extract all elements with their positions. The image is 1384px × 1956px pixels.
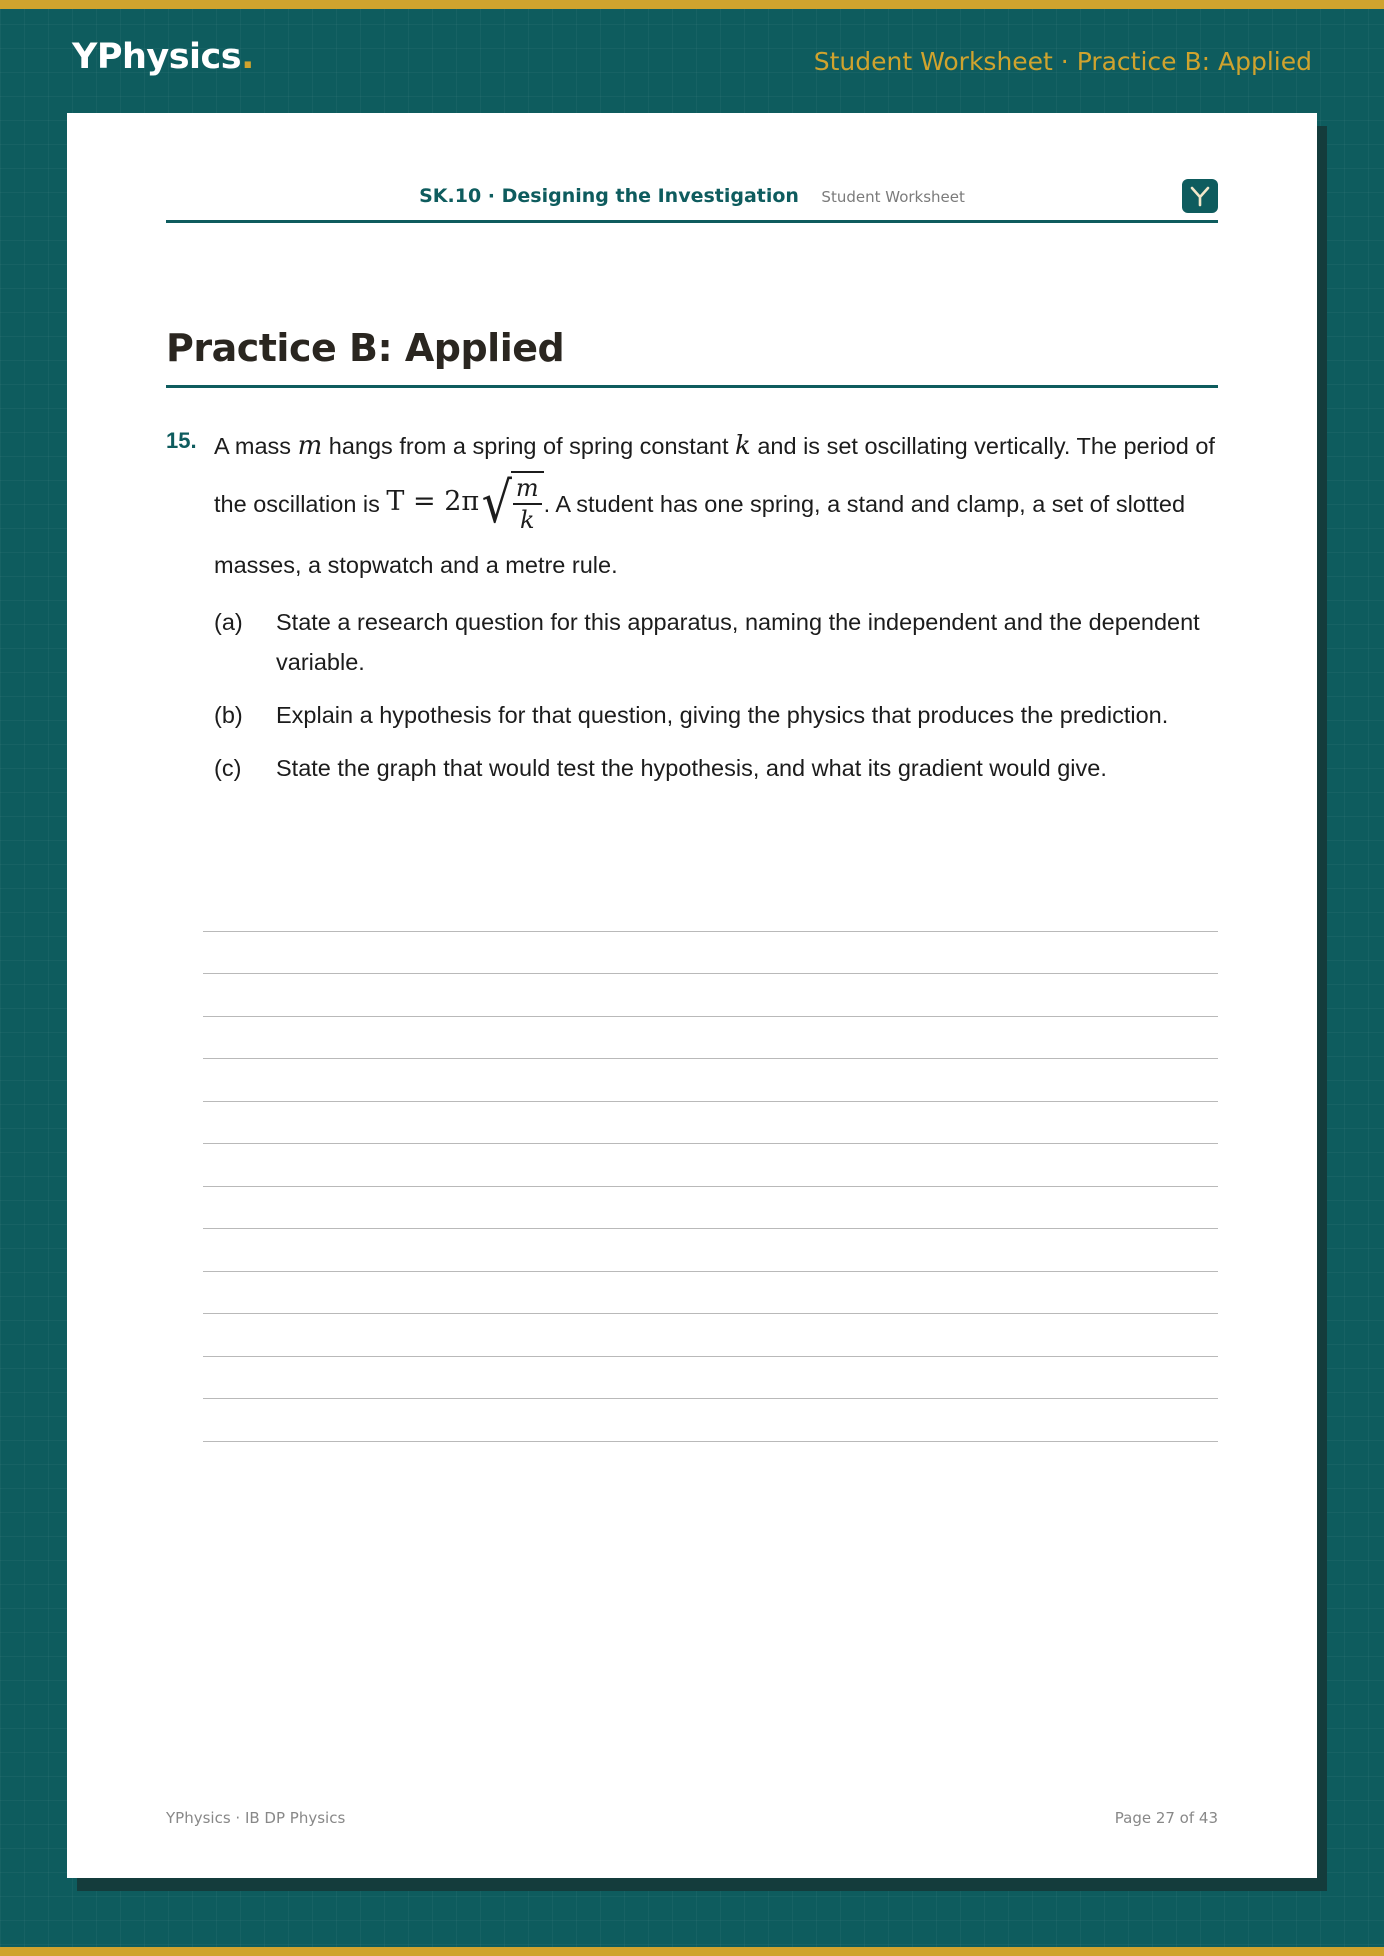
answer-line[interactable] bbox=[203, 1399, 1218, 1442]
site-header bbox=[0, 9, 1384, 113]
variable-m: m bbox=[297, 431, 323, 461]
bottom-accent-bar bbox=[0, 1947, 1384, 1956]
page-number: Page 27 of 43 bbox=[1114, 1809, 1218, 1827]
part-text: Explain a hypothesis for that question, giving the physics that produces the prediction. bbox=[276, 702, 1169, 728]
answer-line[interactable] bbox=[203, 1102, 1218, 1145]
period-formula bbox=[386, 473, 543, 535]
part-label: (b) bbox=[214, 702, 243, 728]
radical-icon: √ bbox=[481, 471, 513, 536]
question-stem bbox=[214, 418, 1218, 594]
answer-lines[interactable] bbox=[203, 889, 1218, 1442]
fraction-denominator: k bbox=[519, 506, 535, 534]
part-a bbox=[214, 602, 1218, 682]
brand-name: YPhysics bbox=[72, 37, 242, 77]
part-label: (a) bbox=[214, 609, 243, 635]
part-text: State the graph that would test the hypothesis, and what its gradient would give. bbox=[276, 755, 1107, 781]
answer-line[interactable] bbox=[203, 1059, 1218, 1102]
footer-source: YPhysics · IB DP Physics bbox=[166, 1809, 346, 1827]
answer-line[interactable] bbox=[203, 932, 1218, 975]
formula-lhs: T = 2π bbox=[386, 486, 480, 518]
part-label: (c) bbox=[214, 755, 242, 781]
question-15 bbox=[166, 418, 1218, 801]
top-accent-bar bbox=[0, 0, 1384, 9]
answer-line[interactable] bbox=[203, 1017, 1218, 1060]
worksheet-page bbox=[67, 113, 1317, 1878]
running-head-subtitle: Student Worksheet bbox=[821, 188, 965, 206]
answer-line[interactable] bbox=[203, 1187, 1218, 1230]
running-head-text bbox=[166, 185, 1218, 207]
answer-line[interactable] bbox=[203, 1272, 1218, 1315]
stem-text-3: and is set oscillating vertically. The period of the oscillation is bbox=[214, 433, 1215, 518]
stem-text-1: A mass bbox=[214, 433, 292, 459]
part-c bbox=[214, 748, 1218, 788]
running-head bbox=[166, 165, 1218, 223]
fraction-m-over-k bbox=[513, 473, 542, 535]
square-root bbox=[479, 473, 543, 535]
answer-line[interactable] bbox=[203, 1144, 1218, 1187]
stem-text-4: . A student has one spring, a stand and clamp, a set of slotted masses, a stopwatch and a metre rule. bbox=[214, 491, 1186, 578]
y-logo-glyph bbox=[1189, 185, 1211, 207]
part-text: State a research question for this apparatus, naming the independent and the dependent variable. bbox=[276, 609, 1200, 675]
stem-text-2: hangs from a spring of spring constant bbox=[328, 433, 729, 459]
part-b bbox=[214, 695, 1218, 735]
running-head-title: SK.10 · Designing the Investigation bbox=[419, 185, 799, 207]
variable-k: k bbox=[735, 431, 751, 461]
section-title: Practice B: Applied bbox=[166, 326, 1218, 388]
answer-line[interactable] bbox=[203, 1229, 1218, 1272]
question-number: 15. bbox=[166, 428, 197, 453]
brand-dot: . bbox=[241, 37, 254, 77]
fraction-numerator: m bbox=[513, 473, 542, 505]
answer-line[interactable] bbox=[203, 974, 1218, 1017]
answer-line[interactable] bbox=[203, 889, 1218, 932]
y-logo-icon bbox=[1182, 179, 1218, 213]
brand-logo[interactable] bbox=[72, 37, 254, 77]
answer-line[interactable] bbox=[203, 1357, 1218, 1400]
header-breadcrumb: Student Worksheet · Practice B: Applied bbox=[813, 47, 1312, 76]
answer-line[interactable] bbox=[203, 1314, 1218, 1357]
question-parts bbox=[214, 602, 1218, 788]
radicand bbox=[511, 471, 544, 535]
